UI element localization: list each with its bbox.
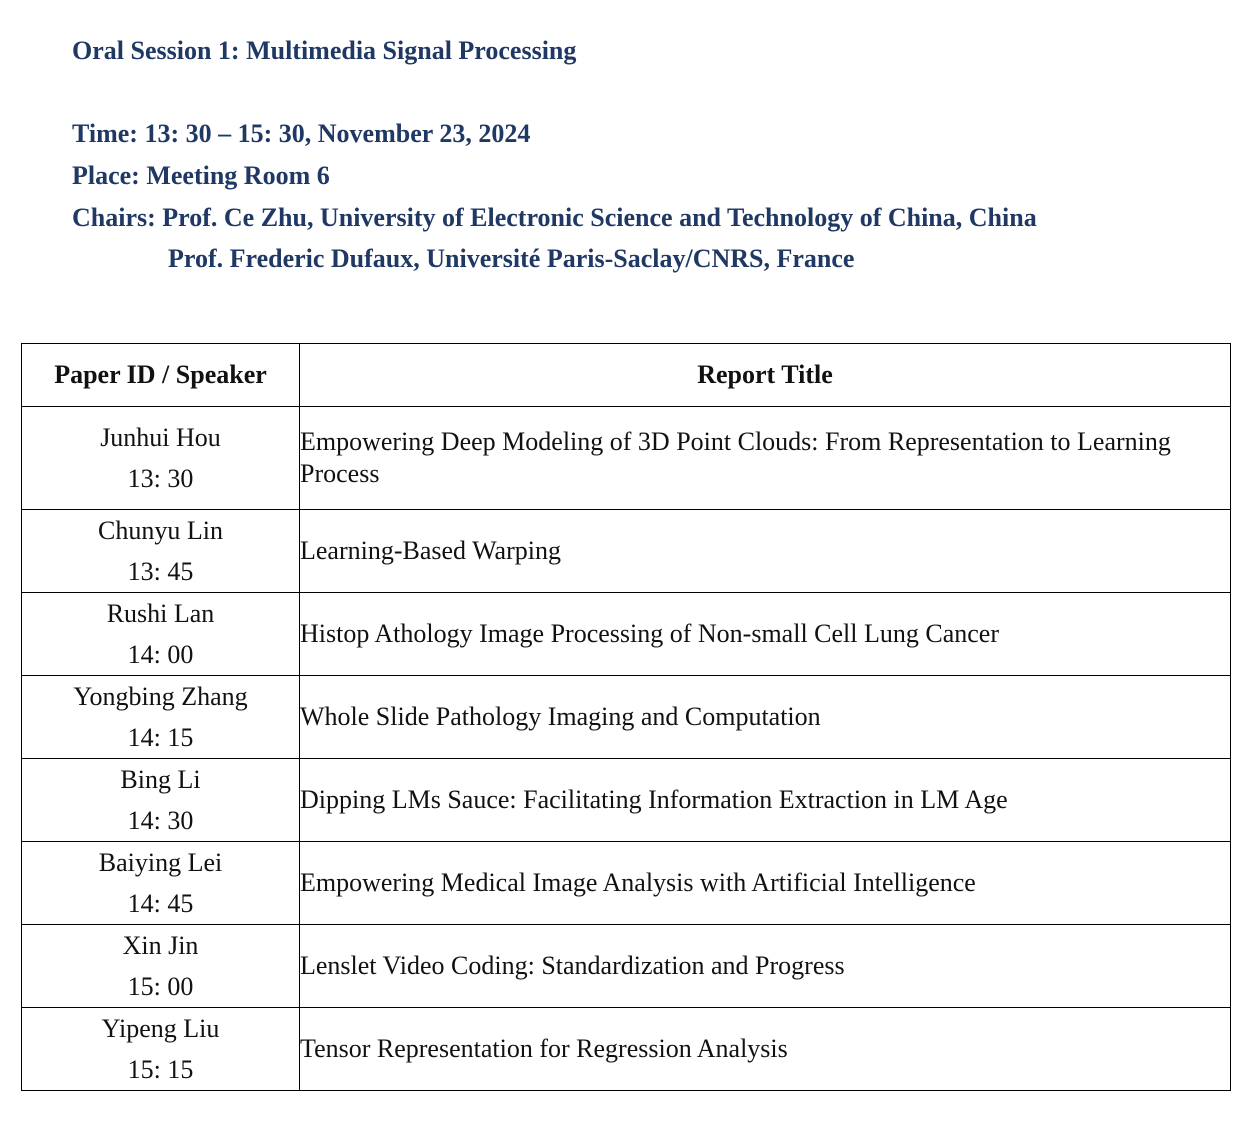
speaker-cell <box>22 593 300 676</box>
speaker-name: Rushi Lan <box>106 599 215 628</box>
report-title: Lenslet Video Coding: Standardization and Progress <box>300 925 1231 1008</box>
speaker-time: 14: 45 <box>127 889 194 918</box>
table-header-row <box>22 344 1231 407</box>
speaker-name: Bing Li <box>120 765 201 794</box>
report-title: Learning-Based Warping <box>300 510 1231 593</box>
speaker-cell <box>22 759 300 842</box>
session-time: Time: 13: 30 – 15: 30, November 23, 2024 <box>72 119 531 148</box>
speaker-time: 14: 30 <box>127 806 194 835</box>
table-row <box>22 593 1231 676</box>
speaker-name: Yongbing Zhang <box>73 682 248 711</box>
speaker-cell <box>22 407 300 510</box>
table-row <box>22 407 1231 510</box>
schedule-table <box>21 343 1231 1091</box>
report-title: Dipping LMs Sauce: Facilitating Information Extraction in LM Age <box>300 759 1231 842</box>
report-title: Tensor Representation for Regression Analysis <box>300 1008 1231 1091</box>
speaker-cell <box>22 510 300 593</box>
speaker-name: Yipeng Liu <box>101 1014 220 1043</box>
speaker-cell <box>22 925 300 1008</box>
speaker-cell <box>22 676 300 759</box>
speaker-time: 15: 00 <box>127 972 194 1001</box>
speaker-name: Junhui Hou <box>100 423 221 452</box>
speaker-cell <box>22 842 300 925</box>
speaker-time: 13: 30 <box>127 464 194 493</box>
speaker-time: 14: 15 <box>127 723 194 752</box>
table-row <box>22 676 1231 759</box>
table-row <box>22 925 1231 1008</box>
speaker-name: Xin Jin <box>122 931 199 960</box>
report-title: Empowering Medical Image Analysis with Artificial Intelligence <box>300 842 1231 925</box>
column-header-speaker: Paper ID / Speaker <box>22 344 300 407</box>
report-title: Histop Athology Image Processing of Non-small Cell Lung Cancer <box>300 593 1231 676</box>
session-place: Place: Meeting Room 6 <box>72 161 330 190</box>
speaker-cell <box>22 1008 300 1091</box>
column-header-title: Report Title <box>300 344 1231 407</box>
speaker-time: 14: 00 <box>127 640 194 669</box>
table-row <box>22 759 1231 842</box>
session-title: Oral Session 1: Multimedia Signal Processing <box>72 36 577 65</box>
speaker-name: Baiying Lei <box>98 848 223 877</box>
table-row <box>22 510 1231 593</box>
table-row <box>22 842 1231 925</box>
table-row <box>22 1008 1231 1091</box>
session-chairs: Chairs: Prof. Ce Zhu, University of Electronic Science and Technology of China, China <box>72 203 1037 232</box>
report-title: Empowering Deep Modeling of 3D Point Clouds: From Representation to Learning Process <box>300 407 1231 510</box>
report-title: Whole Slide Pathology Imaging and Computation <box>300 676 1231 759</box>
speaker-time: 15: 15 <box>127 1055 194 1084</box>
speaker-name: Chunyu Lin <box>98 516 223 545</box>
session-chairs-second: Prof. Frederic Dufaux, Université Paris-Saclay/CNRS, France <box>168 244 855 273</box>
speaker-time: 13: 45 <box>127 557 194 586</box>
